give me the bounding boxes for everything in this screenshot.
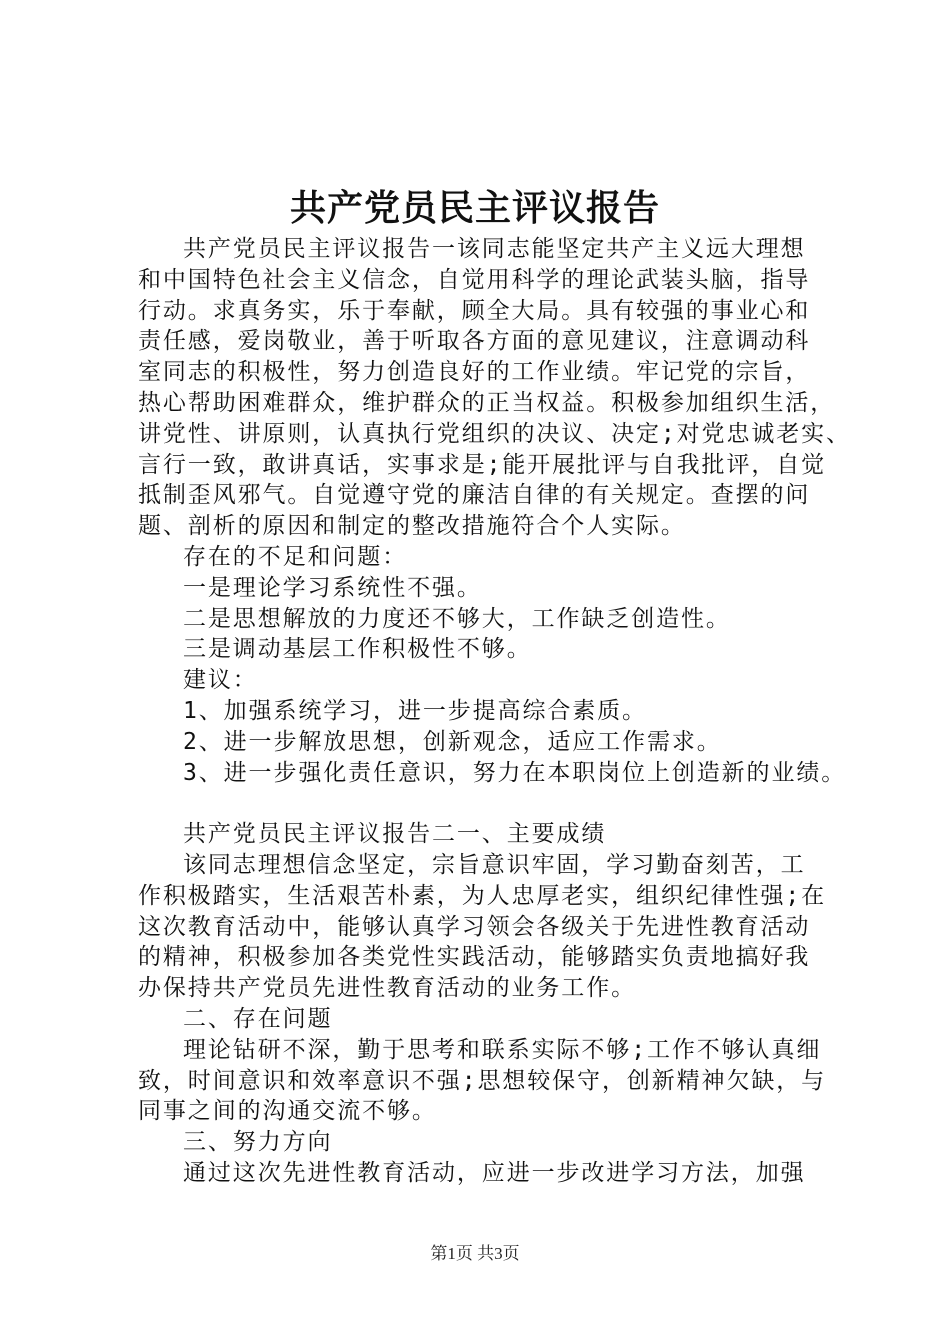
document-title: 共产党员民主评议报告	[289, 187, 660, 229]
paragraph-line: 办保持共产党员先进性教育活动的业务工作。	[138, 975, 636, 1002]
paragraph-line: 抵制歪风邪气。自觉遵守党的廉洁自律的有关规定。查摆的问	[138, 482, 811, 509]
paragraph-line: 言行一致，敢讲真话，实事求是;能开展批评与自我批评，自觉	[138, 451, 827, 478]
paragraph-line: 通过这次先进性教育活动，应进一步改进学习方法，加强	[183, 1159, 806, 1186]
paragraph-line: 讲党性、讲原则，认真执行党组织的决议、决定;对党忠诚老实、	[138, 420, 851, 447]
paragraph-line: 作积极踏实，生活艰苦朴素，为人忠厚老实，组织纪律性强;在	[138, 882, 827, 909]
paragraph-line: 题、剖析的原因和制定的整改措施符合个人实际。	[138, 513, 686, 540]
section-heading: 二、存在问题	[183, 1005, 333, 1032]
list-item: 1、加强系统学习，进一步提高综合素质。	[183, 697, 647, 724]
paragraph-line: 行动。求真务实，乐于奉献，顾全大局。具有较强的事业心和	[138, 297, 811, 324]
section-heading: 共产党员民主评议报告二一、主要成绩	[183, 821, 607, 848]
list-item: 2、进一步解放思想，创新观念，适应工作需求。	[183, 728, 722, 755]
paragraph-line: 和中国特色社会主义信念，自觉用科学的理论武装头脑，指导	[138, 266, 811, 293]
blank-line	[138, 788, 854, 819]
list-item: 一是理论学习系统性不强。	[183, 574, 482, 601]
list-item: 3、进一步强化责任意识，努力在本职岗位上创造新的业绩。	[183, 759, 847, 786]
section-heading: 存在的不足和问题：	[183, 543, 408, 570]
paragraph-line: 致，时间意识和效率意识不强;思想较保守，创新精神欠缺，与	[138, 1067, 827, 1094]
document-body	[138, 234, 854, 1189]
section-heading: 建议：	[183, 667, 258, 694]
paragraph-line: 的精神，积极参加各类党性实践活动，能够踏实负责地搞好我	[138, 944, 811, 971]
paragraph-line: 理论钻研不深，勤于思考和联系实际不够;工作不够认真细	[183, 1036, 822, 1063]
paragraph-line: 这次教育活动中，能够认真学习领会各级关于先进性教育活动	[138, 913, 811, 940]
section-heading: 三、努力方向	[183, 1129, 333, 1156]
list-item: 二是思想解放的力度还不够大，工作缺乏创造性。	[183, 605, 731, 632]
paragraph-line: 责任感，爱岗敬业，善于听取各方面的意见建议，注意调动科	[138, 328, 811, 355]
paragraph-line: 同事之间的沟通交流不够。	[138, 1098, 437, 1125]
list-item: 三是调动基层工作积极性不够。	[183, 636, 532, 663]
page-number-footer: 第1页 共3页	[430, 1244, 520, 1263]
paragraph-line: 热心帮助困难群众，维护群众的正当权益。积极参加组织生活，	[138, 389, 836, 416]
paragraph-line: 室同志的积极性，努力创造良好的工作业绩。牢记党的宗旨，	[138, 359, 811, 386]
paragraph-line: 该同志理想信念坚定，宗旨意识牢固，学习勤奋刻苦，工	[183, 851, 806, 878]
paragraph-line: 共产党员民主评议报告一该同志能坚定共产主义远大理想	[183, 236, 806, 262]
